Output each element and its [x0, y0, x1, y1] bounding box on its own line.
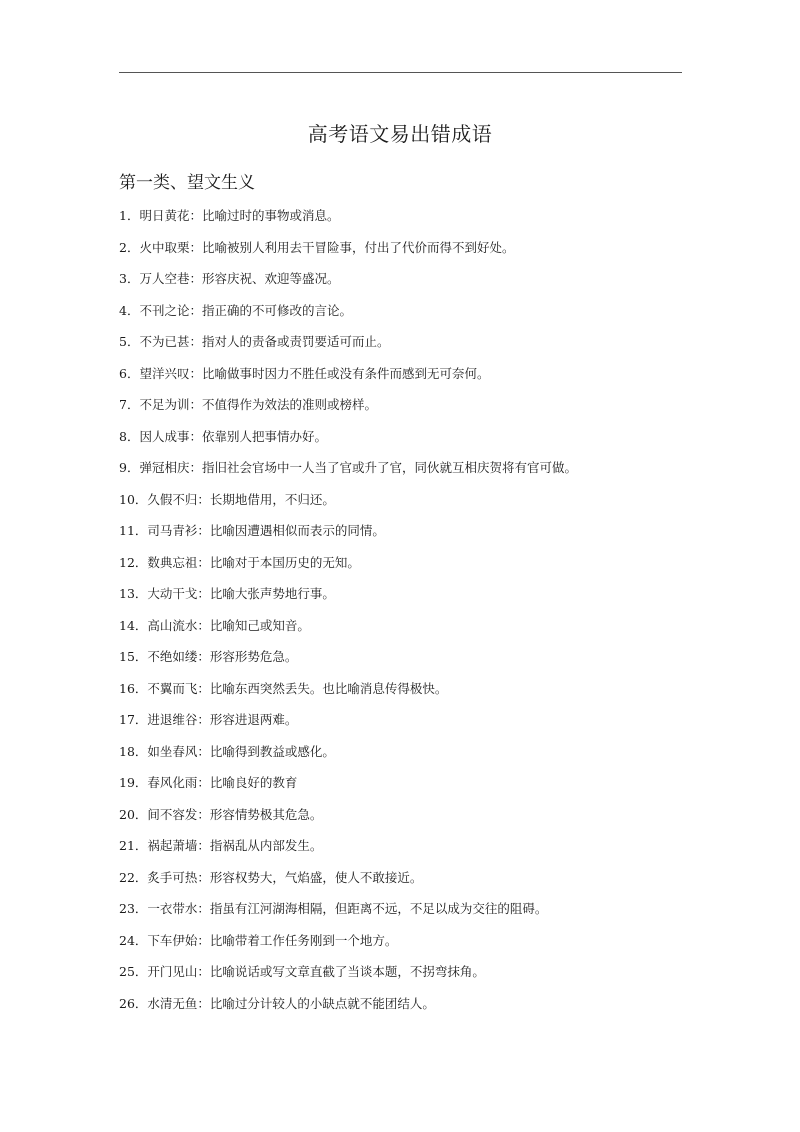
idiom-definition: 比喻被别人利用去干冒险事，付出了代价而得不到好处。 [201, 239, 515, 255]
idiom-term: 春风化雨： [147, 775, 210, 790]
idiom-term: 不为已甚： [139, 334, 202, 349]
list-item [119, 804, 719, 836]
item-number: 20． [119, 806, 148, 822]
list-item [119, 741, 719, 773]
list-item [119, 615, 719, 647]
idiom-definition: 形容进退两难。 [209, 712, 298, 727]
item-number: 7． [119, 397, 140, 412]
idiom-definition: 长期地借用，不归还。 [209, 491, 335, 507]
idiom-definition: 比喻过分计较人的小缺点就不能团结人。 [209, 995, 435, 1011]
idiom-definition: 不值得作为效法的准则或榜样。 [201, 397, 377, 412]
item-number: 19． [119, 775, 148, 790]
idiom-definition: 依靠别人把事情办好。 [201, 428, 327, 444]
item-number: 3． [119, 271, 140, 286]
idiom-definition: 比喻因遭遇相似而表示的同情。 [209, 523, 385, 538]
idiom-definition: 指虽有江河湖海相隔，但距离不远，不足以成为交往的阻碍。 [209, 901, 548, 916]
list-item [119, 237, 719, 269]
item-number: 23． [119, 901, 148, 916]
item-number: 1． [119, 208, 140, 223]
idiom-term: 一衣带水： [147, 901, 210, 916]
idiom-term: 不翼而飞： [147, 680, 210, 696]
idiom-term: 弹冠相庆： [139, 460, 202, 475]
idiom-term: 水清无鱼： [147, 995, 210, 1011]
list-item [119, 930, 719, 962]
idiom-definition: 比喻说话或写文章直截了当谈本题，不拐弯抹角。 [209, 964, 485, 979]
idiom-definition: 比喻东西突然丢失。也比喻消息传得极快。 [209, 680, 448, 696]
idiom-term: 不刊之论： [139, 302, 202, 318]
item-number: 12． [119, 554, 148, 570]
idiom-term: 司马青衫： [147, 523, 210, 538]
idiom-definition: 指旧社会官场中一人当了官或升了官，同伙就互相庆贺将有官可做。 [201, 460, 577, 475]
idiom-definition: 指正确的不可修改的言论。 [201, 302, 352, 318]
header-rule [119, 72, 682, 73]
idiom-definition: 比喻做事时因力不胜任或没有条件而感到无可奈何。 [201, 365, 490, 381]
idiom-term: 间不容发： [147, 806, 210, 822]
section-heading: 第一类、望文生义 [119, 173, 255, 193]
list-item [119, 363, 719, 395]
item-number: 11． [119, 523, 148, 538]
idiom-definition: 形容形势危急。 [209, 649, 298, 664]
item-number: 26． [119, 995, 148, 1011]
list-item [119, 205, 719, 237]
idiom-term: 大动干戈： [147, 586, 210, 601]
list-item [119, 426, 719, 458]
item-number: 24． [119, 932, 148, 948]
document-title: 高考语文易出错成语 [307, 122, 493, 146]
idiom-definition: 比喻过时的事物或消息。 [201, 208, 340, 223]
list-item [119, 331, 719, 363]
item-number: 6． [119, 365, 140, 381]
idiom-list [119, 205, 719, 1024]
idiom-definition: 指祸乱从内部发生。 [209, 838, 323, 853]
item-number: 16． [119, 680, 148, 696]
idiom-term: 不绝如缕： [147, 649, 210, 664]
item-number: 2． [119, 239, 140, 255]
list-item [119, 268, 719, 300]
list-item [119, 993, 719, 1025]
idiom-definition: 比喻良好的教育 [209, 775, 298, 790]
idiom-term: 不足为训： [139, 397, 202, 412]
idiom-term: 祸起萧墙： [147, 838, 210, 853]
list-item [119, 961, 719, 993]
item-number: 21． [119, 838, 148, 853]
item-number: 15． [119, 649, 148, 664]
idiom-term: 炙手可热： [147, 869, 210, 885]
list-item [119, 709, 719, 741]
list-item [119, 394, 719, 426]
item-number: 13． [119, 586, 148, 601]
list-item [119, 300, 719, 332]
idiom-term: 如坐春风： [147, 743, 210, 759]
idiom-term: 开门见山： [147, 964, 210, 979]
idiom-term: 因人成事： [139, 428, 202, 444]
idiom-term: 数典忘祖： [147, 554, 210, 570]
item-number: 18． [119, 743, 148, 759]
idiom-term: 火中取栗： [139, 239, 202, 255]
list-item [119, 520, 719, 552]
idiom-term: 明日黄花： [139, 208, 202, 223]
idiom-term: 下车伊始： [147, 932, 210, 948]
list-item [119, 678, 719, 710]
item-number: 17． [119, 712, 148, 727]
item-number: 8． [119, 428, 140, 444]
item-number: 10． [119, 491, 148, 507]
idiom-term: 高山流水： [147, 617, 210, 633]
idiom-definition: 形容庆祝、欢迎等盛况。 [201, 271, 340, 286]
idiom-definition: 比喻知己或知音。 [209, 617, 310, 633]
list-item [119, 867, 719, 899]
item-number: 14． [119, 617, 148, 633]
item-number: 5． [119, 334, 140, 349]
list-item [119, 583, 719, 615]
idiom-definition: 比喻得到教益或感化。 [209, 743, 335, 759]
list-item [119, 646, 719, 678]
item-number: 9． [119, 460, 140, 475]
list-item [119, 835, 719, 867]
item-number: 22． [119, 869, 148, 885]
list-item [119, 457, 719, 489]
idiom-term: 久假不归： [147, 491, 210, 507]
idiom-definition: 形容权势大，气焰盛，使人不敢接近。 [209, 869, 423, 885]
list-item [119, 552, 719, 584]
list-item [119, 772, 719, 804]
idiom-definition: 比喻带着工作任务刚到一个地方。 [209, 932, 398, 948]
idiom-definition: 指对人的责备或责罚要适可而止。 [201, 334, 390, 349]
idiom-term: 望洋兴叹： [139, 365, 202, 381]
list-item [119, 898, 719, 930]
idiom-definition: 形容情势极其危急。 [209, 806, 323, 822]
idiom-term: 万人空巷： [139, 271, 202, 286]
idiom-term: 进退维谷： [147, 712, 210, 727]
list-item [119, 489, 719, 521]
item-number: 25． [119, 964, 148, 979]
idiom-definition: 比喻对于本国历史的无知。 [209, 554, 360, 570]
item-number: 4． [119, 302, 140, 318]
idiom-definition: 比喻大张声势地行事。 [209, 586, 335, 601]
